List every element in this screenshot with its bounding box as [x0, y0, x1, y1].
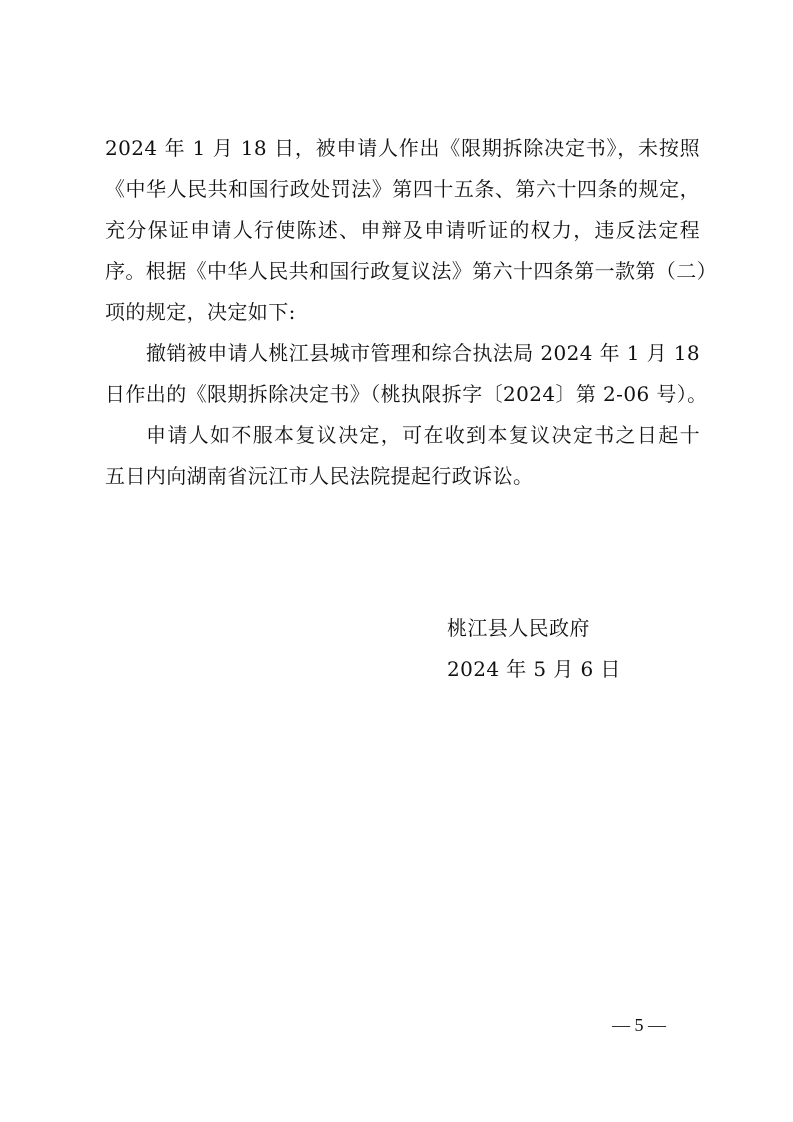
paragraph-1-line-2: 《中华人民共和国行政处罚法》第四十五条、第六十四条的规定， [105, 177, 700, 201]
paragraph-2-line-1: 撤销被申请人桃江县城市管理和综合执法局 2024 年 1 月 18 [146, 341, 701, 365]
paragraph-2-line-2: 日作出的《限期拆除决定书》（桃执限拆字〔2024〕第 2-06 号）。 [105, 382, 708, 406]
decision-body [105, 128, 717, 497]
signature-date: 2024 年 5 月 6 日 [447, 657, 621, 681]
paragraph-1-line-5: 项的规定，决定如下: [105, 300, 296, 324]
paragraph-3-line-1: 申请人如不服本复议决定，可在收到本复议决定书之日起十 [146, 423, 700, 447]
paragraph-1-line-3: 充分保证申请人行使陈述、申辩及申请听证的权力，违反法定程 [105, 218, 700, 242]
paragraph-3-line-2: 五日内向湖南省沅江市人民法院提起行政诉讼。 [105, 464, 534, 488]
signature-organization: 桃江县人民政府 [447, 616, 590, 640]
signature-block [447, 608, 647, 690]
page-number: — 5 — [612, 1015, 666, 1035]
paragraph-1-line-1: 2024 年 1 月 18 日，被申请人作出《限期拆除决定书》，未按照 [105, 136, 700, 160]
paragraph-1-line-4: 序。根据《中华人民共和国行政复议法》第六十四条第一款第（二） [105, 259, 717, 283]
